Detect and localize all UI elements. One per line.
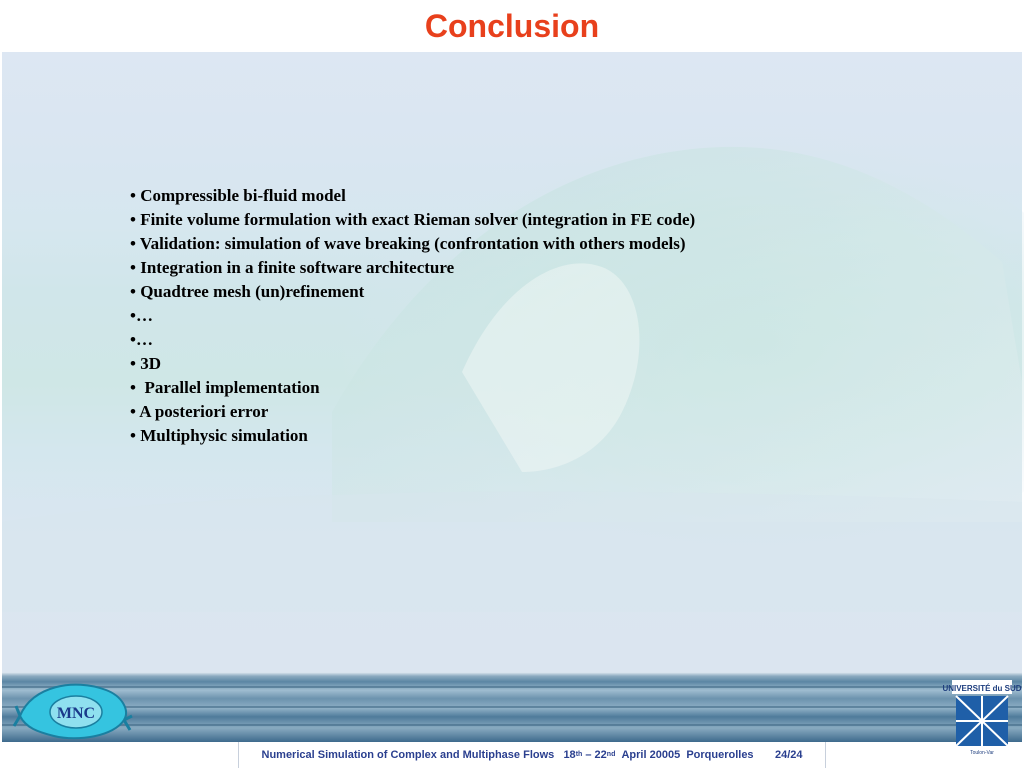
footer-date-start: 18 <box>563 749 576 761</box>
bullet-item: • Parallel implementation <box>130 378 320 397</box>
footer-date-separator: – <box>585 749 592 761</box>
footer-page-number: 24/24 <box>774 749 803 761</box>
sea-strip <box>2 672 1022 742</box>
sea-wave-line <box>2 724 1022 726</box>
bullet-item: • Validation: simulation of wave breaking (confrontation with others models) <box>130 234 686 253</box>
footer-date-end: 22 <box>594 749 607 761</box>
bullet-item: • Integration in a finite software architecture <box>130 258 455 277</box>
bullet-item: • Quadtree mesh (un)refinement <box>130 282 365 301</box>
sea-wave-line <box>2 706 1022 708</box>
bullet-item: •… <box>130 306 153 325</box>
bullet-item: • A posteriori error <box>130 402 269 421</box>
footer-date-month-year: April 20005 <box>621 749 681 761</box>
footer-place: Porquerolles <box>686 749 754 761</box>
slide-title: Conclusion <box>424 8 600 44</box>
mnc-logo <box>14 676 132 746</box>
sea-wave-line <box>2 686 1022 688</box>
footer-bar: Numerical Simulation of Complex and Multiphase Flows 18 th – 22 nd April 20005 Porquerolles 24/24 <box>238 742 826 768</box>
bullet-item: • Compressible bi-fluid model <box>130 186 346 205</box>
universite-logo-text: UNIVERSITÉ du SUD <box>942 684 1022 693</box>
bullet-item: • Finite volume formulation with exact Rieman solver (integration in FE code) <box>130 210 696 229</box>
conclusion-bullet-list <box>130 184 695 448</box>
bullet-item: •… <box>130 330 153 349</box>
universite-du-sud-logo <box>942 680 1022 756</box>
footer-event: Numerical Simulation of Complex and Multiphase Flows <box>261 749 555 761</box>
bullet-item: • 3D <box>130 354 161 373</box>
bullet-item: • Multiphysic simulation <box>130 426 308 445</box>
universite-logo-subtext: Toulon-Var <box>970 750 994 756</box>
mnc-logo-text: MNC <box>56 705 96 722</box>
